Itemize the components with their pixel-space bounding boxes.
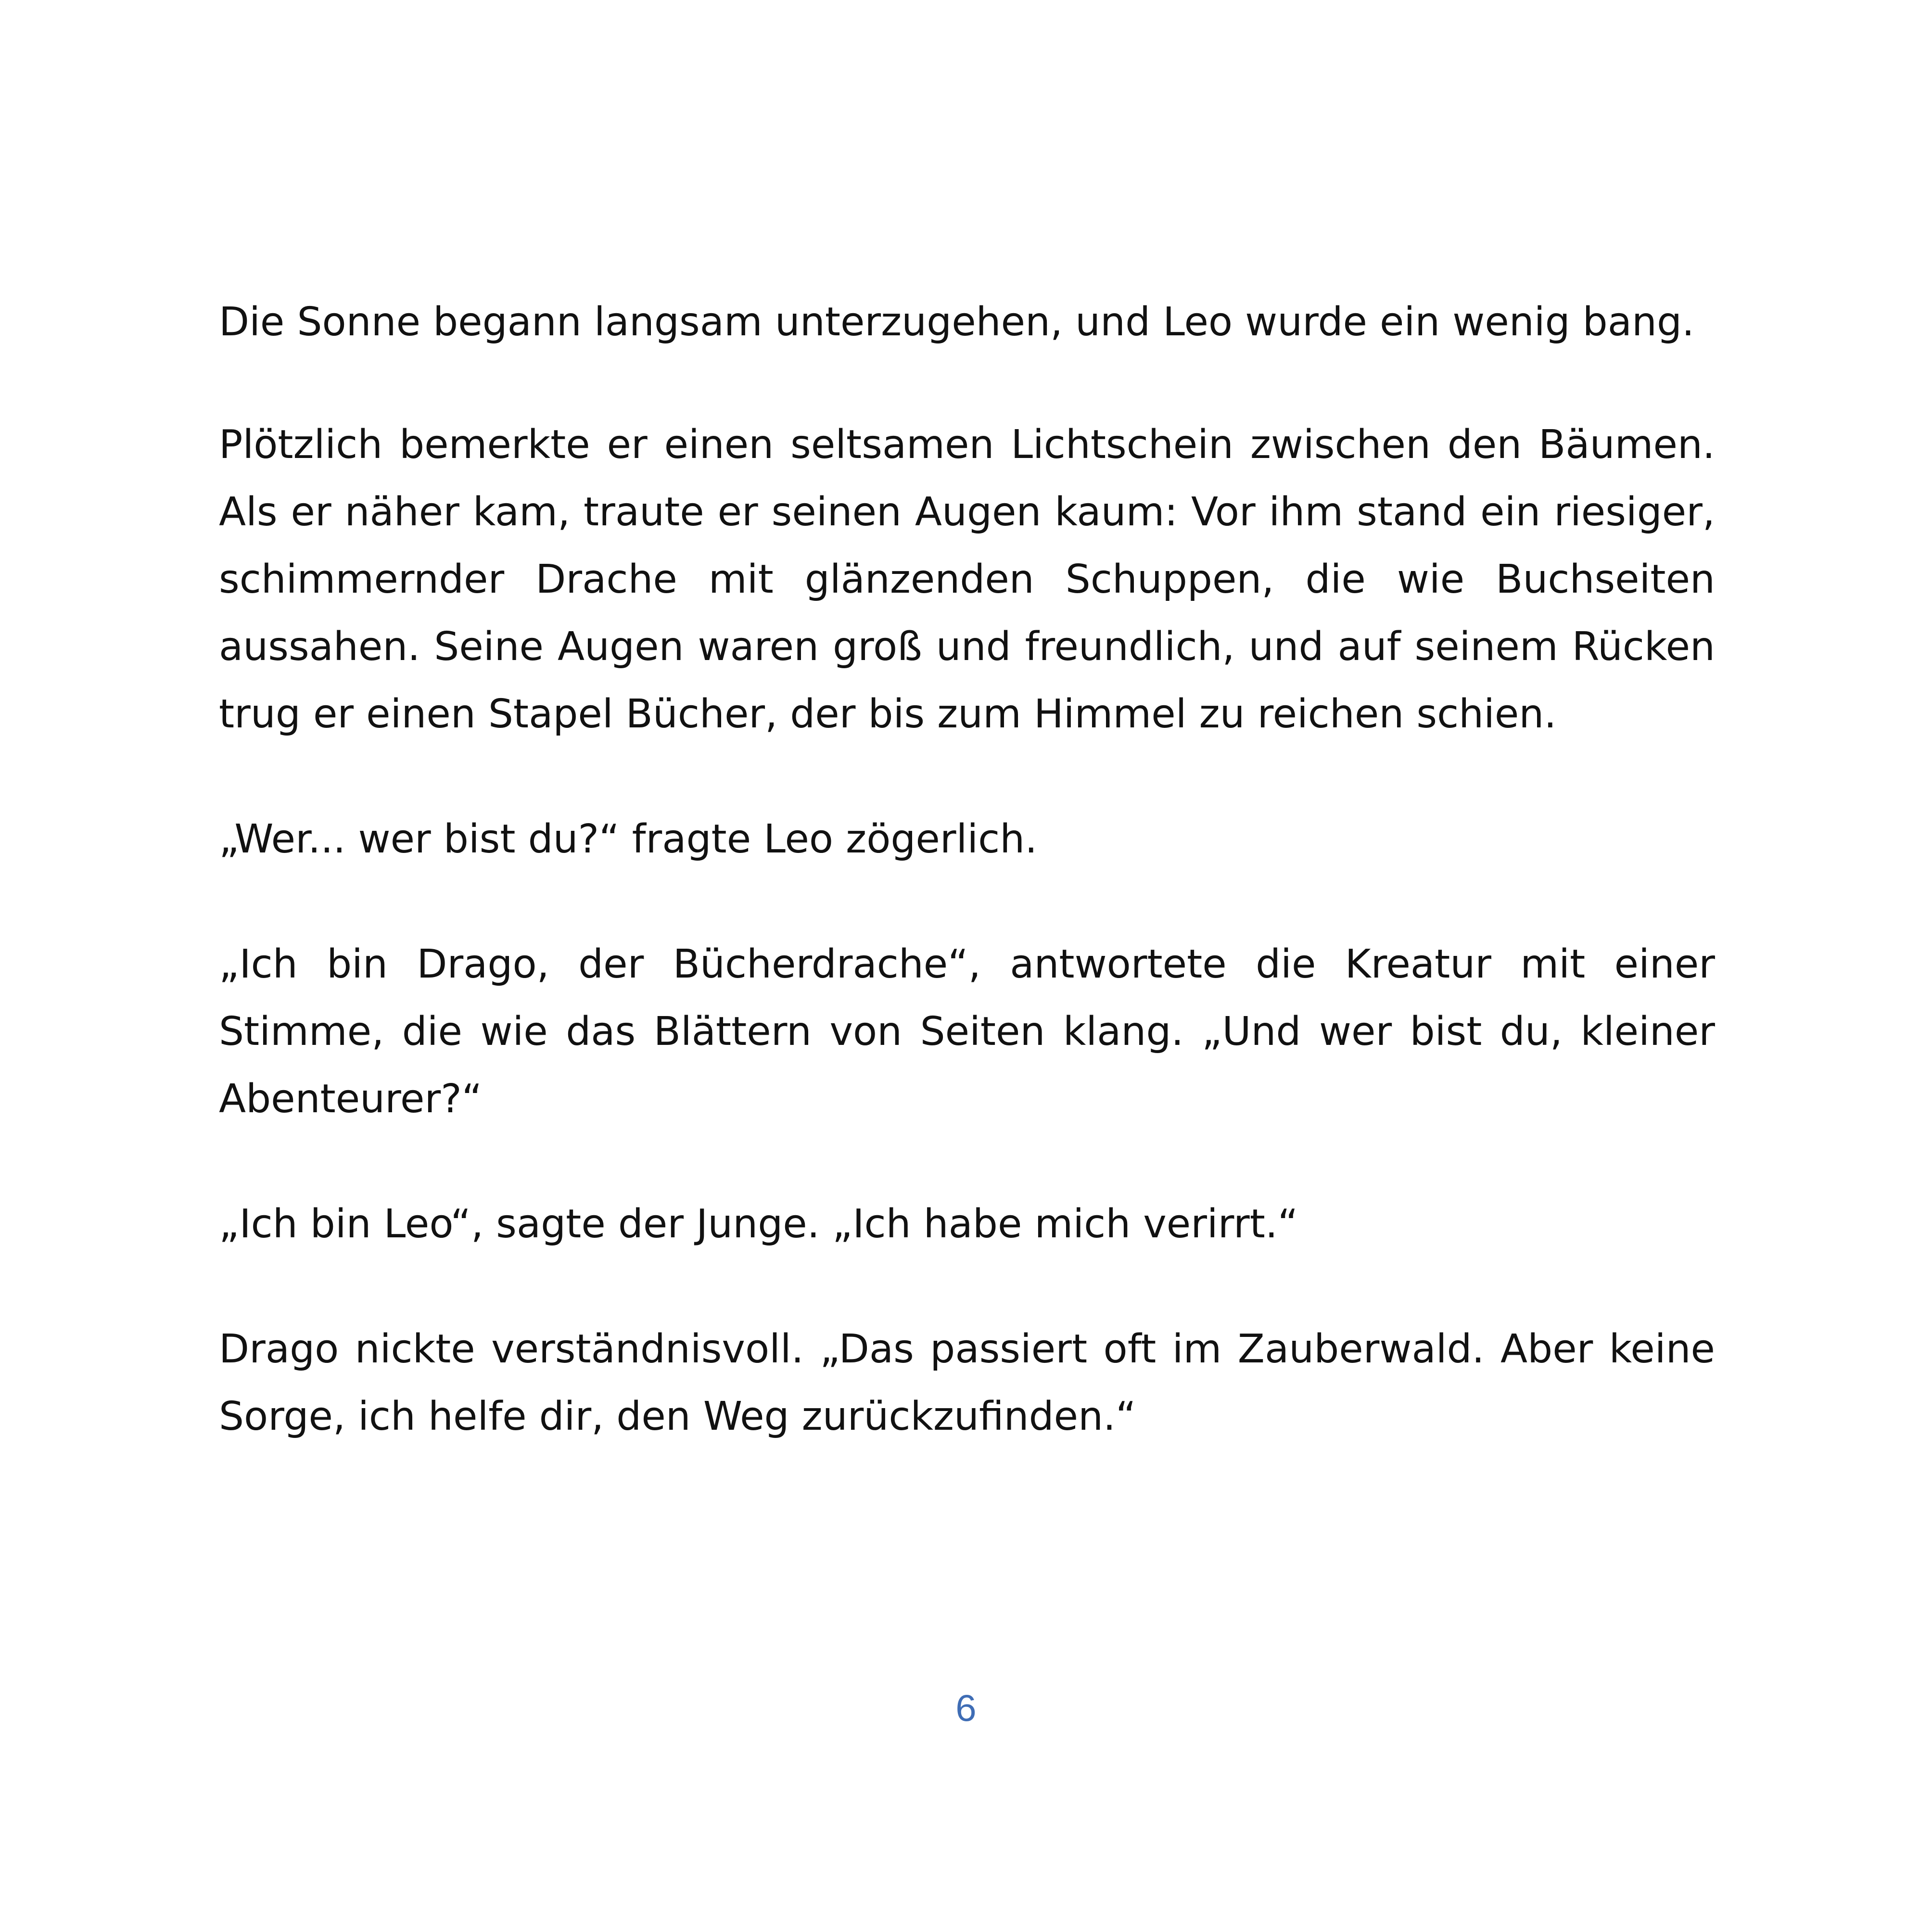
paragraph-leo-reply: „Ich bin Leo“, sagte der Junge. „Ich habe mich verirrt.“ [219, 1201, 1298, 1247]
paragraph-drago-help: Drago nickte verständnisvoll. „Das passiert oft im Zauberwald. Aber keine Sorge, ich helfe dir, den Weg zurückzufinden.“ [219, 1326, 1715, 1439]
page-number: 6 [955, 1687, 977, 1729]
paragraph-drago-intro: „Ich bin Drago, der Bücherdrache“, antwortete die Kreatur mit einer Stimme, die wie das Blättern von Seiten klang. „Und wer bist du, kleiner Abenteurer?“ [219, 941, 1715, 1122]
paragraph-sunset: Die Sonne begann langsam unterzugehen, und Leo wurde ein wenig bang. [219, 299, 1695, 345]
paragraph-dragon-appears: Plötzlich bemerkte er einen seltsamen Lichtschein zwischen den Bäumen. Als er näher kam, traute er seinen Augen kaum: Vor ihm stand ein riesiger, schimmernder Drache mit glänzenden Schuppen, die wie Buchseiten aussahen. Seine Augen waren groß und freundlich, und auf seinem Rücken trug er einen Stapel Bücher, der bis zum Himmel zu reichen schien. [219, 422, 1715, 737]
paragraph-leo-question: „Wer... wer bist du?“ fragte Leo zögerlich. [219, 816, 1038, 862]
story-text [219, 289, 1715, 1508]
